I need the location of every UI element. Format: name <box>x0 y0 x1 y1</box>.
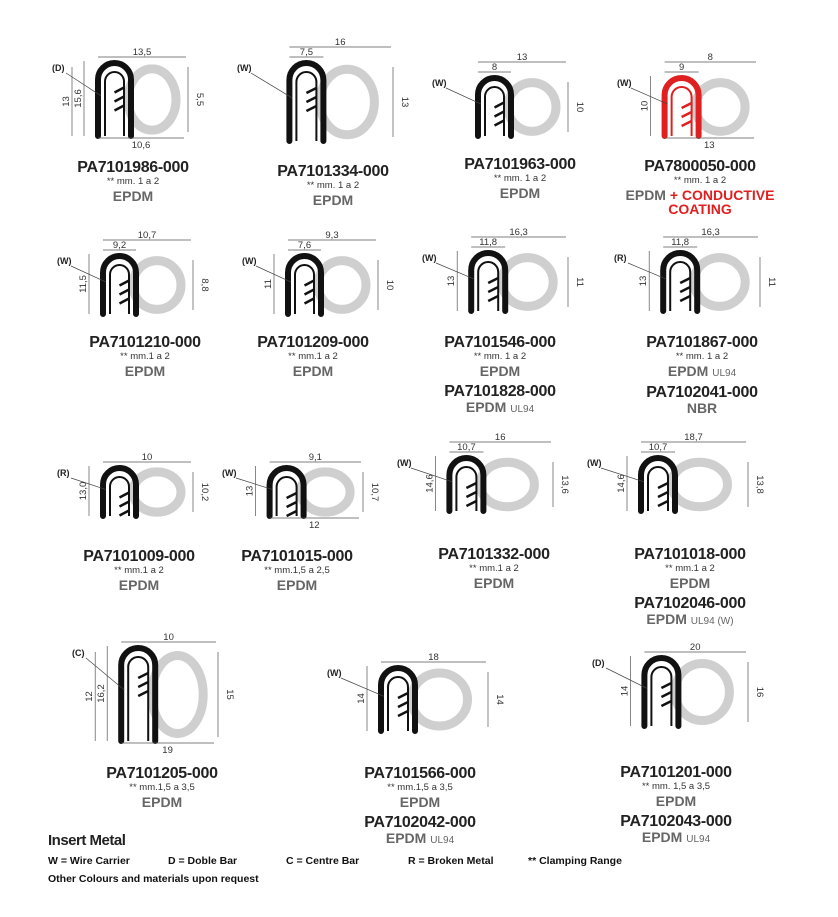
clamping-range: ** mm.1 a 2 <box>114 565 164 576</box>
clamping-range: ** mm.1 a 2 <box>469 563 519 574</box>
sealing-bulb <box>502 258 553 307</box>
profile-drawing <box>55 440 210 530</box>
dimension-label: 14 <box>619 685 631 697</box>
insert-type-label: (R) <box>614 253 627 263</box>
legend-note: Other Colours and materials upon request <box>48 873 259 885</box>
dimension-label: 13 <box>516 52 528 63</box>
material-name: NBR <box>686 399 718 416</box>
material <box>590 188 810 216</box>
legend-item-w: W = Wire Carrier <box>48 855 130 867</box>
gripping-fin <box>661 692 671 697</box>
dimension-label: 13 <box>244 485 256 497</box>
material-name: EPDM <box>655 792 697 809</box>
sealing-bulb <box>301 472 351 512</box>
product-code-alt: PA7102041-000 <box>646 383 758 401</box>
product-entry <box>592 335 812 415</box>
profile-drawing <box>612 225 777 325</box>
sealing-bulb <box>480 462 534 507</box>
product-code: PA7101963-000 <box>464 156 576 173</box>
leader-line <box>251 73 292 98</box>
gripping-fin <box>661 683 671 688</box>
gripping-fin <box>287 502 297 507</box>
insert-type-label: (W) <box>422 253 437 263</box>
clamping-range: ** mm.1,5 a 2,5 <box>264 565 330 576</box>
dimension-label: 11,5 <box>78 275 89 293</box>
dimension-label: 9,2 <box>112 240 127 251</box>
legend-items <box>48 855 808 869</box>
material <box>384 576 604 590</box>
gripping-fin <box>115 88 125 93</box>
insert-type-label: (W) <box>242 256 257 266</box>
material-suffix: UL94 (W) <box>690 615 734 627</box>
material-name: EPDM <box>118 576 160 593</box>
gripping-fin <box>398 711 408 716</box>
gripping-fin <box>398 702 408 707</box>
clamping-range: ** mm. 1 a 2 <box>306 180 360 191</box>
material-suffix: UL94 <box>510 403 535 415</box>
dimension-label: 9 <box>678 62 685 73</box>
gripping-fin <box>488 296 498 301</box>
profile-drawing <box>420 225 585 325</box>
dimension-label: 7,5 <box>299 47 314 58</box>
material-name: EPDM <box>276 576 318 593</box>
profile-drawing <box>615 50 770 150</box>
product-code: PA7800050-000 <box>644 158 756 175</box>
material-name: EPDM <box>399 793 441 810</box>
gripping-fin <box>682 121 692 126</box>
profile-drawing <box>395 430 570 525</box>
insert-type-label: (R) <box>57 468 70 478</box>
gripping-fin <box>658 501 668 506</box>
dimension-label: 10 <box>574 101 585 113</box>
product-code: PA7101209-000 <box>257 334 369 351</box>
dimension-label: 13,6 <box>559 475 570 494</box>
gripping-fin <box>120 502 130 507</box>
material-name: EPDM <box>641 828 683 845</box>
material <box>566 794 786 808</box>
insert-type-label: (D) <box>52 63 65 73</box>
material-name: EPDM <box>312 191 354 208</box>
gripping-fin <box>661 701 671 706</box>
profile-drawing <box>70 620 235 756</box>
material-name: EPDM <box>292 362 334 379</box>
dimension-label: 8 <box>707 52 713 63</box>
gripping-fin <box>120 281 130 286</box>
sealing-bulb <box>152 655 203 733</box>
clamping-range: ** mm. 1 a 2 <box>673 175 727 186</box>
conductive-label: + CONDUCTIVE <box>669 186 775 203</box>
dimension-label: 9,3 <box>325 230 339 241</box>
coating-label: COATING <box>668 200 732 217</box>
clamping-range: ** mm.1 a 2 <box>665 563 715 574</box>
material-name: EPDM <box>669 574 711 591</box>
dimension-label: 10 <box>384 279 395 291</box>
dimension-label: 16,3 <box>509 227 528 238</box>
gripping-fin <box>305 281 315 286</box>
clamping-range: ** mm. 1,5 a 3,5 <box>641 781 711 792</box>
clamping-range: ** mm.1 a 2 <box>288 351 338 362</box>
product-code: PA7101015-000 <box>241 548 353 565</box>
dimension-label: 13 <box>399 96 410 108</box>
gripping-fin <box>398 693 408 698</box>
material-name: EPDM <box>112 187 154 204</box>
insert-metal <box>105 72 124 136</box>
product-code: PA7101201-000 <box>620 764 732 781</box>
dimension-label: 13,0 <box>78 481 89 501</box>
dimension-label: 14 <box>356 693 367 704</box>
dimension-label: 10,7 <box>369 482 380 502</box>
insert-type-label: (C) <box>72 648 85 658</box>
clamping-range: ** mm. 1 a 2 <box>106 176 160 187</box>
insert-type-label: (W) <box>617 78 632 88</box>
gripping-fin <box>120 493 130 498</box>
dimension-label: 13 <box>446 275 458 287</box>
clamping-range: ** mm.1,5 a 3,5 <box>387 782 453 793</box>
product-code: PA7101210-000 <box>89 334 201 351</box>
legend-item-d: D = Doble Bar <box>168 855 238 867</box>
profile-drawing <box>240 228 395 328</box>
material-suffix: UL94 <box>712 367 737 379</box>
gripping-fin <box>306 97 316 102</box>
sealing-bulb <box>508 83 556 132</box>
profile-drawing <box>590 630 765 740</box>
insert-type-label: (D) <box>592 658 605 668</box>
product-entry <box>566 765 786 845</box>
dimension-label: 10,7 <box>137 230 157 241</box>
gripping-fin <box>306 106 316 111</box>
product-code: PA7101205-000 <box>106 765 218 782</box>
dimension-label: 15,6 <box>73 89 84 108</box>
sealing-bulb <box>128 69 176 130</box>
insert-metal <box>485 87 504 136</box>
material <box>187 578 407 592</box>
clamping-range: ** mm. 1 a 2 <box>675 351 729 362</box>
product-entry <box>390 335 610 415</box>
gripping-fin <box>466 483 476 488</box>
product-code: PA7101986-000 <box>77 159 189 176</box>
clamping-range: ** mm. 1 a 2 <box>493 173 547 184</box>
product-code: PA7101018-000 <box>634 546 746 563</box>
dimension-label: 12 <box>309 520 320 531</box>
product-code: PA7101332-000 <box>438 546 550 563</box>
gripping-fin <box>658 492 668 497</box>
dimension-label: 14 <box>494 694 505 705</box>
dimension-label: 8 <box>491 62 498 73</box>
material-alt <box>592 401 812 415</box>
gripping-fin <box>120 299 130 304</box>
insert-type-label: (W) <box>432 78 447 88</box>
material-name: EPDM <box>499 184 541 201</box>
product-entry <box>590 159 810 216</box>
material-name: EPDM <box>646 610 687 627</box>
dimension-label: 14,6 <box>424 474 436 493</box>
dimension-label: 5,5 <box>194 92 205 107</box>
gripping-fin <box>115 106 125 111</box>
dimension-label: 13,8 <box>754 475 765 494</box>
gripping-fin <box>680 278 690 283</box>
insert-metal <box>478 262 498 311</box>
dimension-label: 10,6 <box>131 140 151 151</box>
gripping-fin <box>287 511 297 516</box>
dimension-label: 16 <box>494 432 506 443</box>
dimension-label: 13 <box>61 96 72 107</box>
gripping-fin <box>138 682 148 687</box>
dimension-label: 16,2 <box>96 684 108 703</box>
gripping-fin <box>680 296 690 301</box>
profile-drawing <box>325 640 505 745</box>
material-name: EPDM <box>625 186 666 203</box>
sealing-bulb <box>412 673 468 726</box>
insert-metal <box>128 657 148 741</box>
material-name: EPDM <box>465 398 507 415</box>
gripping-fin <box>658 483 668 488</box>
dimension-label: 8,8 <box>199 278 210 292</box>
gripping-fin <box>680 287 690 292</box>
dimension-label: 13 <box>638 275 650 287</box>
sealing-bulb <box>694 258 745 307</box>
dimension-label: 16 <box>754 686 765 698</box>
material-alt <box>580 612 800 627</box>
sealing-bulb <box>672 462 728 507</box>
legend-item-r: R = Broken Metal <box>408 855 494 867</box>
material-alt <box>310 831 530 846</box>
gripping-fin <box>305 290 315 295</box>
insert-metal <box>295 265 314 314</box>
dimension-label: 13 <box>704 140 715 151</box>
profile-drawing <box>430 50 585 150</box>
material <box>23 189 243 203</box>
dimension-label: 19 <box>162 745 173 756</box>
insert-metal <box>672 87 692 136</box>
profile-drawing <box>220 440 380 531</box>
insert-metal <box>648 467 668 511</box>
material-name: EPDM <box>667 362 709 379</box>
insert-type-label: (W) <box>222 468 237 478</box>
profile-drawing <box>55 228 210 328</box>
dimension-label: 12 <box>84 691 96 702</box>
profile-drawing <box>235 35 410 155</box>
product-code: PA7101334-000 <box>277 163 389 180</box>
dimension-label: 10 <box>141 452 153 463</box>
gripping-fin <box>495 121 505 126</box>
dimension-label: 20 <box>689 642 701 653</box>
product-code: PA7101566-000 <box>364 765 476 782</box>
dimension-label: 7,6 <box>297 240 312 251</box>
sealing-bulb <box>318 261 366 310</box>
material <box>52 795 272 809</box>
gripping-fin <box>115 97 125 102</box>
dimension-label: 10,7 <box>457 442 476 453</box>
dimension-label: 10 <box>163 632 174 643</box>
sealing-bulb <box>675 663 729 720</box>
material <box>592 364 812 379</box>
product-code: PA7101009-000 <box>83 548 195 565</box>
insert-metal <box>456 467 476 511</box>
dimension-label: 14,6 <box>616 474 627 493</box>
gripping-fin <box>495 103 505 108</box>
dimension-label: 18,7 <box>684 432 703 443</box>
product-code-alt: PA7102043-000 <box>620 812 732 830</box>
material <box>390 364 610 378</box>
product-entry <box>187 549 407 592</box>
product-code-alt: PA7101828-000 <box>444 382 556 400</box>
insert-type-label: (W) <box>237 63 252 73</box>
product-code-alt: PA7102042-000 <box>364 813 476 831</box>
material-alt <box>566 830 786 845</box>
dimension-label: 11 <box>766 277 777 287</box>
dimension-label: 9,1 <box>308 452 322 463</box>
gripping-fin <box>682 103 692 108</box>
dimension-label: 16,3 <box>701 227 720 238</box>
legend-item-c: C = Centre Bar <box>286 855 360 867</box>
clamping-range: ** mm.1 a 2 <box>120 351 170 362</box>
product-code-alt: PA7102046-000 <box>634 594 746 612</box>
insert-metal <box>277 477 297 516</box>
sealing-bulb <box>133 261 181 310</box>
dimension-label: 11 <box>574 277 585 287</box>
clamping-range: ** mm.1,5 a 3,5 <box>129 782 195 793</box>
product-code: PA7101546-000 <box>444 334 556 351</box>
sealing-bulb <box>133 472 181 512</box>
material-name: EPDM <box>479 362 521 379</box>
gripping-fin <box>466 492 476 497</box>
clamping-range: ** mm. 1 a 2 <box>473 351 527 362</box>
gripping-fin <box>466 501 476 506</box>
leader-line <box>606 668 647 689</box>
legend-item-clamping: ** Clamping Range <box>528 855 622 867</box>
gripping-fin <box>682 112 692 117</box>
insert-type-label: (W) <box>397 458 412 468</box>
insert-metal <box>670 262 690 311</box>
material-name: EPDM <box>473 574 515 591</box>
material <box>580 576 800 590</box>
gripping-fin <box>287 493 297 498</box>
product-entry <box>23 160 243 203</box>
gripping-fin <box>488 287 498 292</box>
product-entry <box>384 547 604 590</box>
material-alt <box>390 400 610 415</box>
dimension-label: 13,5 <box>132 47 152 58</box>
dimension-label: 16 <box>334 37 346 48</box>
legend-title: Insert Metal <box>48 832 126 849</box>
profile-drawing <box>50 35 205 151</box>
insert-metal <box>110 265 129 314</box>
dimension-label: 11,8 <box>671 237 690 248</box>
dimension-label: 10 <box>639 100 651 112</box>
dimension-label: 10,2 <box>199 482 210 502</box>
material-name: EPDM <box>124 362 166 379</box>
gripping-fin <box>120 290 130 295</box>
insert-type-label: (W) <box>587 458 602 468</box>
insert-type-label: (W) <box>57 256 72 266</box>
gripping-fin <box>138 673 148 678</box>
gripping-fin <box>306 88 316 93</box>
dimension-label: 10,7 <box>648 442 668 453</box>
dimension-label: 15 <box>224 689 235 700</box>
sealing-bulb <box>320 69 374 135</box>
dimension-label: 11 <box>263 279 274 289</box>
gripping-fin <box>120 511 130 516</box>
gripping-fin <box>488 278 498 283</box>
dimension-label: 18 <box>428 652 439 663</box>
sealing-bulb <box>696 83 746 132</box>
product-entry <box>580 547 800 627</box>
dimension-label: 11,8 <box>479 237 498 248</box>
gripping-fin <box>495 112 505 117</box>
product-entry <box>310 766 530 846</box>
material-suffix: UL94 <box>430 834 455 846</box>
profile-drawing <box>585 430 765 525</box>
material-name: EPDM <box>141 793 183 810</box>
material <box>310 795 530 809</box>
material-suffix: UL94 <box>686 833 711 845</box>
gripping-fin <box>305 299 315 304</box>
product-code: PA7101867-000 <box>646 334 758 351</box>
insert-type-label: (W) <box>327 668 342 678</box>
material-name: EPDM <box>385 829 427 846</box>
gripping-fin <box>138 691 148 696</box>
product-entry <box>52 766 272 809</box>
